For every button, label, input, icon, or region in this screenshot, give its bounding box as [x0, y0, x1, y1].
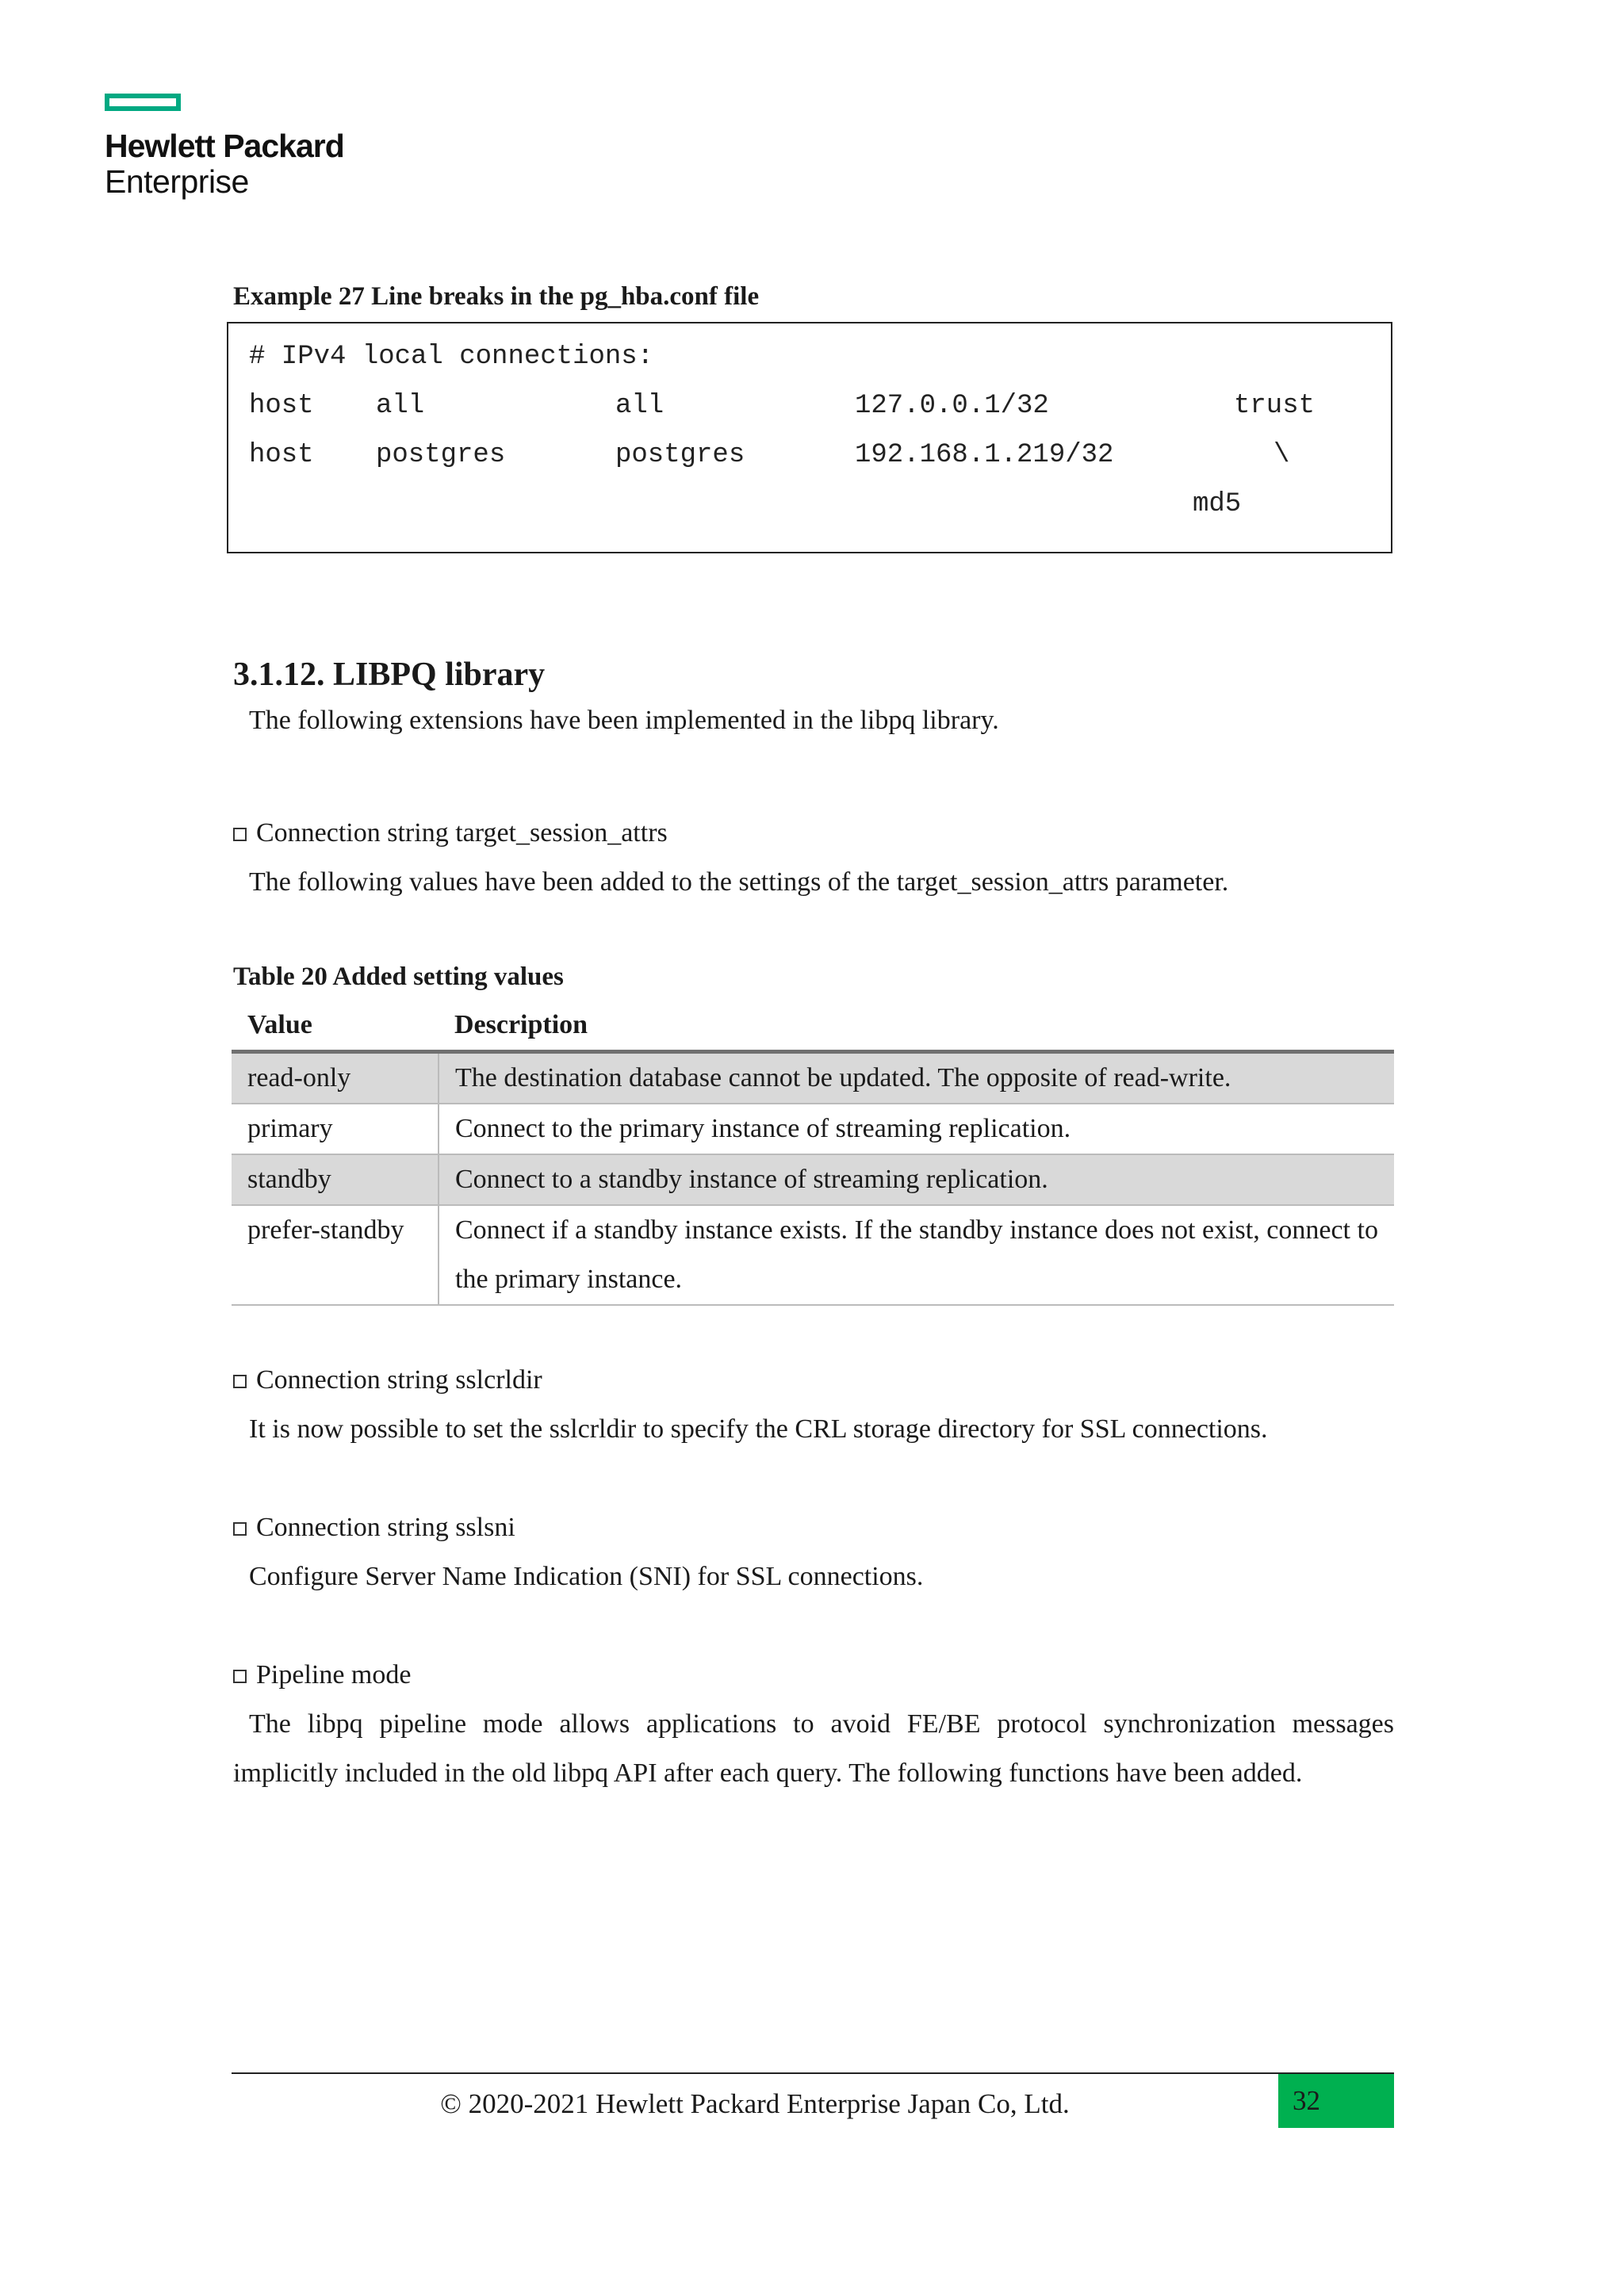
logo-text-line2: Enterprise — [105, 163, 249, 200]
code-cell-database: postgres — [376, 440, 506, 470]
table-cell-value: standby — [232, 1154, 439, 1205]
table-cell-description: Connect if a standby instance exists. If the standby instance does not exist, connect to the primary instance. — [439, 1205, 1394, 1305]
table-cell-value: read-only — [232, 1052, 439, 1104]
footer-copyright: © 2020-2021 Hewlett Packard Enterprise Japan Co, Ltd. — [440, 2088, 1070, 2119]
item-title-line — [233, 1503, 1394, 1552]
item-body: The libpq pipeline mode allows applications to avoid FE/BE protocol synchronization messages implicitly included in the old libpq API after each query. The following functions have been added. — [233, 1709, 1394, 1788]
table-header-row — [232, 1001, 1394, 1052]
table-caption: Table 20 Added setting values — [233, 962, 564, 991]
footer-rule — [232, 2072, 1394, 2074]
table-row — [232, 1205, 1394, 1305]
code-cell-line-continuation: \ — [1274, 440, 1290, 470]
item-title-line — [233, 1356, 1394, 1405]
settings-table — [232, 1001, 1394, 1306]
code-cell-address: 192.168.1.219/32 — [855, 440, 1114, 470]
section-libpq — [233, 655, 1394, 745]
item-sslsni — [233, 1503, 1394, 1601]
table-cell-value: primary — [232, 1104, 439, 1154]
table-row — [232, 1154, 1394, 1205]
code-continuation-row — [249, 488, 1359, 520]
code-cell-method: trust — [1234, 391, 1316, 421]
code-row — [249, 439, 1359, 471]
square-bullet-icon — [233, 1670, 247, 1683]
code-cell-type: host — [249, 440, 314, 470]
section-heading: 3.1.12. LIBPQ library — [233, 656, 546, 693]
code-cell-address: 127.0.0.1/32 — [855, 391, 1049, 421]
item-body: It is now possible to set the sslcrldir to specify the CRL storage directory for SSL connections. — [249, 1414, 1268, 1444]
item-target-session-attrs — [233, 809, 1394, 907]
code-cell-type: host — [249, 391, 314, 421]
item-title: Connection string sslcrldir — [256, 1365, 542, 1395]
table-cell-description: Connect to the primary instance of streaming replication. — [439, 1104, 1394, 1154]
item-title-line — [233, 1651, 1394, 1700]
item-title-line — [233, 809, 1394, 858]
item-body: Configure Server Name Indication (SNI) for SSL connections. — [249, 1562, 924, 1591]
table-cell-value: prefer-standby — [232, 1205, 439, 1305]
item-title: Pipeline mode — [256, 1660, 412, 1689]
code-block — [227, 322, 1392, 553]
code-cell-user: all — [615, 391, 665, 421]
item-pipeline-mode — [233, 1651, 1394, 1798]
square-bullet-icon — [233, 1375, 247, 1388]
table-header-description: Description — [439, 1001, 1394, 1052]
code-cell-user: postgres — [615, 440, 745, 470]
table-row — [232, 1052, 1394, 1104]
code-cell-method: md5 — [1193, 489, 1242, 519]
logo-text-line1: Hewlett Packard — [105, 128, 344, 164]
example-caption: Example 27 Line breaks in the pg_hba.conf file — [233, 282, 760, 311]
code-cell-database: all — [376, 391, 425, 421]
table-cell-description: The destination database cannot be updated. The opposite of read-write. — [439, 1052, 1394, 1104]
table-caption-block — [233, 961, 1394, 993]
table-cell-description: Connect to a standby instance of streaming replication. — [439, 1154, 1394, 1205]
code-row — [249, 390, 1359, 422]
example-caption-block — [233, 281, 1394, 312]
code-comment: # IPv4 local connections: — [249, 342, 654, 372]
item-title: Connection string sslsni — [256, 1513, 515, 1542]
item-body: The following values have been added to the settings of the target_session_attrs parameter. — [249, 867, 1229, 897]
square-bullet-icon — [233, 1522, 247, 1536]
hpe-logo-mark-icon — [105, 94, 181, 111]
hpe-logo — [105, 94, 358, 200]
square-bullet-icon — [233, 828, 247, 841]
table-header-value: Value — [232, 1001, 439, 1052]
page-number: 32 — [1278, 2074, 1394, 2128]
item-sslcrldir — [233, 1356, 1394, 1454]
item-title: Connection string target_session_attrs — [256, 818, 668, 848]
section-intro: The following extensions have been implemented in the libpq library. — [249, 706, 999, 735]
table-row — [232, 1104, 1394, 1154]
